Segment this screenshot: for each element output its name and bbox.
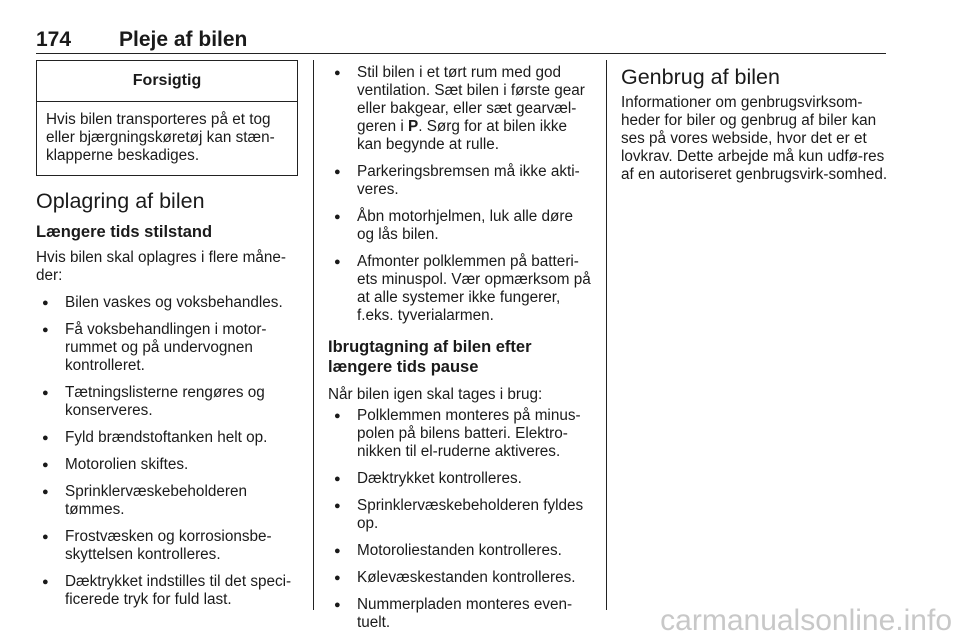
section-heading-recycling: Genbrug af bilen — [621, 65, 780, 89]
column-divider-2 — [606, 60, 607, 610]
caution-title: Forsigtig — [37, 61, 297, 102]
list-item: ● Dæktrykket kontrolleres. — [328, 470, 591, 488]
page-number: 174 — [36, 28, 72, 51]
list-item: ● Få voksbehandlingen i motor-rummet og på undervognen kontrolleret. — [36, 321, 298, 375]
list-item: ● Sprinklervæskebeholderen fyldes op. — [328, 497, 591, 533]
column-2 — [328, 64, 591, 632]
list-item: ● Polklemmen monteres på minus-polen på bilens batteri. Elektro-nikken til el-ruderne aktiveres. — [328, 407, 591, 461]
recycling-text: Informationer om genbrugsvirksom-heder for biler og genbrug af biler kan ses på vores webside, hvor det er et lovkrav. Dette arbejde må kun udfø-res af en autoriseret genbrugsvirk-somhed. — [621, 94, 888, 183]
gear-position-p: P — [408, 118, 419, 135]
list-item: ● Dæktrykket indstilles til det speci-ficerede tryk for fuld last. — [36, 573, 298, 609]
caution-text: Hvis bilen transporteres på et tog eller bjærgningskøretøj kan stæn-klapperne beskadiges. — [46, 111, 275, 164]
chapter-title: Pleje af bilen — [119, 28, 248, 51]
list-item: ● Stil bilen i et tørt rum med god ventilation. Sæt bilen i første gear eller bakgear, eller sæt gearvæl-geren i P. Sørg for at bilen ikke kan begynde at rulle. — [328, 64, 591, 154]
long-term-list — [36, 294, 298, 609]
list-item: ● Bilen vaskes og voksbehandles. — [36, 294, 298, 312]
list-item: ● Nummerpladen monteres even-tuelt. — [328, 596, 591, 632]
list-item: ● Motorolien skiftes. — [36, 456, 298, 474]
list-item: ● Tætningslisterne rengøres og konserveres. — [36, 384, 298, 420]
header-rule — [36, 53, 886, 54]
section-heading-storage: Oplagring af bilen — [36, 189, 205, 213]
subheading-long-term: Længere tids stilstand — [36, 223, 213, 241]
column-divider-1 — [313, 60, 314, 610]
list-item: ● Åbn motorhjelmen, luk alle døre og lås bilen. — [328, 208, 591, 244]
list-item: ● Motoroliestanden kontrolleres. — [328, 542, 591, 560]
list-item: ● Parkeringsbremsen må ikke akti-veres. — [328, 163, 591, 199]
column-1 — [36, 60, 298, 609]
page-header — [36, 28, 886, 50]
column-3 — [621, 64, 889, 184]
list-item: ● Fyld brændstoftanken helt op. — [36, 429, 298, 447]
long-term-intro: Hvis bilen skal oplagres i flere måne-der: — [36, 249, 286, 284]
list-item: ● Kølevæskestanden kontrolleres. — [328, 569, 591, 587]
subheading-return-to-service: Ibrugtagning af bilen efter længere tids pause — [328, 338, 532, 376]
caution-box — [36, 60, 298, 176]
return-list — [328, 407, 591, 632]
return-intro: Når bilen igen skal tages i brug: — [328, 386, 543, 403]
list-item: ● Frostvæsken og korrosionsbe-skyttelsen kontrolleres. — [36, 528, 298, 564]
long-term-list-continued — [328, 64, 591, 325]
list-item: ● Sprinklervæskebeholderen tømmes. — [36, 483, 298, 519]
watermark: carmanualsonline.info — [660, 604, 952, 637]
list-item: ● Afmonter polklemmen på batteri-ets minuspol. Vær opmærksom på at alle systemer ikke fungerer, f.eks. tyverialarmen. — [328, 253, 591, 325]
